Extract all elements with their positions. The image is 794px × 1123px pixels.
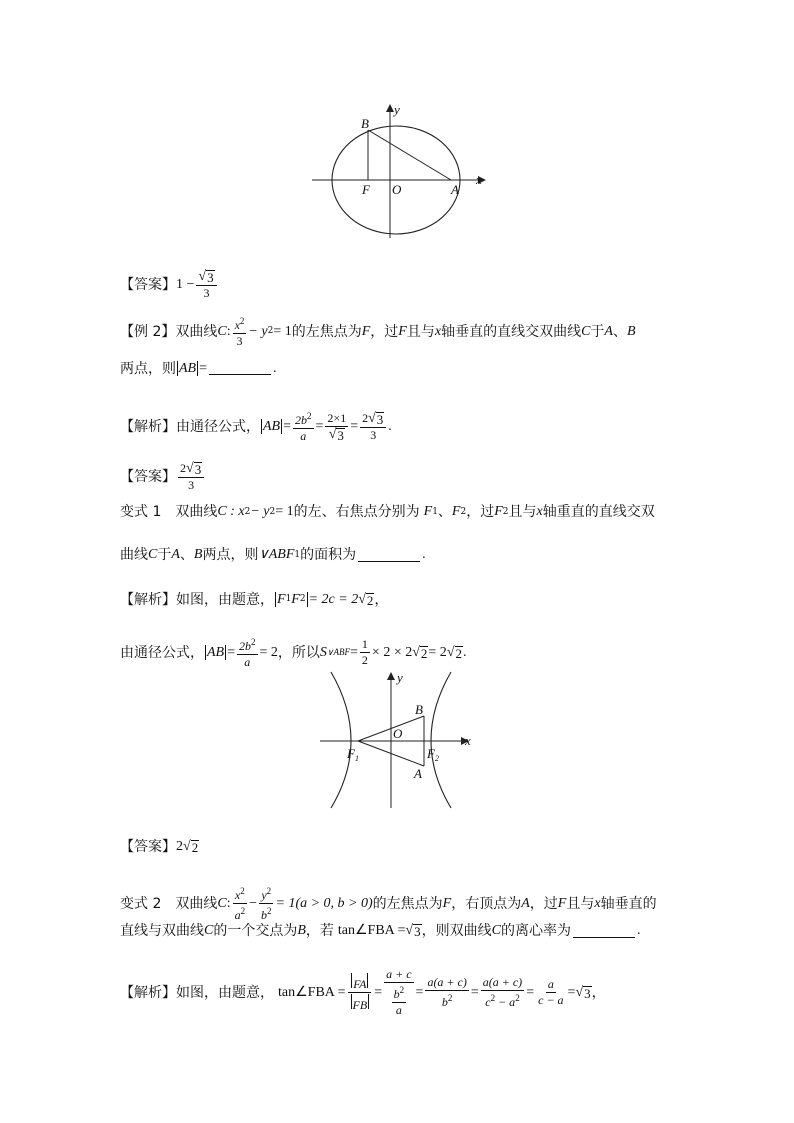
hyperbola-figure [315, 668, 475, 810]
label-x: x [476, 172, 482, 187]
example-2-line-1: 【例 2】 双曲线 C : $\frac{x^2}{3}$ − y 2 = 1 的左焦点为 F ，过 F 且与 x 轴垂直的直线交双曲线 C 于 A 、 B [120, 316, 636, 348]
answer-tag: 【答案】 [120, 277, 176, 293]
label-y: y [394, 102, 400, 117]
solution-3-line-1: 【解析】 如图，由题意， F 1 F 2 = 2c = 2 √ 2 ， [120, 591, 389, 608]
variant-2-line-2: 直线与双曲线 C 的一个交点为 B ，若 tan∠FBA = √ 3 ，则双曲线 C 的离心率为 . [120, 923, 641, 939]
answer-1-lead: 1 − [176, 277, 195, 292]
label-y: y [397, 670, 403, 685]
variant-1-line-1: 变式 1 双曲线 C : x 2 − y 2 = 1 的左、右焦点分别为 F 1 、 F 2 ，过 F 2 且与 x 轴重直的直线交双 [120, 504, 655, 520]
answer-tag: 【答案】 [120, 839, 176, 855]
variant-label: 变式 1 [120, 504, 162, 520]
label-o: O [392, 182, 402, 197]
answer-blank[interactable] [573, 925, 635, 938]
label-f1: $F_1$ [347, 746, 359, 763]
label-b: B [415, 702, 423, 717]
answer-blank[interactable] [209, 362, 271, 375]
solution-tag: 【解析】 [120, 591, 176, 608]
answer-2: 【答案】 2 √ 3 3 [120, 462, 206, 492]
label-a: A [451, 182, 459, 197]
solution-tag: 【解析】 [120, 984, 176, 1001]
variant-2-line-1: 变式 2 双曲线 C : $\frac{x^2}{a^2}$ − $\frac{y^2}{b^2}$ = 1(a > 0, b > 0) 的左焦点为 F ，右顶点为 A ，过 F 且与 x 轴垂直的 [120, 886, 657, 922]
answer-blank[interactable] [358, 549, 420, 562]
solution-tag: 【解析】 [120, 418, 176, 435]
answer-3: 【答案】 2 √ 2 [120, 839, 199, 855]
label-o: O [393, 726, 403, 741]
answer-tag: 【答案】 [120, 469, 176, 485]
solution-2: 【解析】 由通径公式， AB = $\frac{2b^2}{a}$ = 2×1 √ 3 = 2 √ 3 3 . [120, 410, 392, 443]
label-b: B [361, 116, 369, 131]
label-f: F [362, 182, 370, 197]
solution-3-line-2: 由通径公式， AB = $\frac{2b^2}{a}$ = 2 ，所以 S ∨ABF = $\frac{1}{2}$ × 2 × 2 √ 2 = 2 √ 2 . [120, 637, 467, 669]
label-x: x [465, 733, 471, 748]
segment-ba [368, 130, 451, 180]
variant-1-line-2: 曲线 C 于 A 、 B 两点，则 ∨ABF 1 的面积为 . [120, 547, 426, 563]
example-tag: 【例 2】 [120, 323, 176, 340]
label-f2: $F_2$ [427, 746, 439, 763]
variant-label: 变式 2 [120, 895, 162, 912]
answer-1-fraction: √ 3 3 [196, 270, 216, 300]
hyperbola-left-branch [331, 672, 351, 808]
solution-4: 【解析】 如图，由题意， tan∠FBA = $\frac{FA}{FB}$ = $\frac{a + c}{\frac{b^2}{a}}$ = $\frac{a(a + c)}{b^2}$ = $\frac{a(a + c)}{c^2 - a^2}$ = $\frac{a}{c - a}$ = √ 3 ， [120, 967, 606, 1017]
answer-1 [120, 270, 219, 300]
label-a: A [414, 766, 422, 781]
hyperbola-right-branch [431, 672, 451, 808]
hyperbola-x-term: $\frac{x^2}{3}$ [234, 316, 245, 348]
y-axis-arrow [386, 104, 394, 112]
ellipse-figure [300, 100, 500, 240]
y-axis-arrow [387, 672, 395, 680]
example-2-line-2: 两点，则 AB = . [120, 360, 277, 377]
